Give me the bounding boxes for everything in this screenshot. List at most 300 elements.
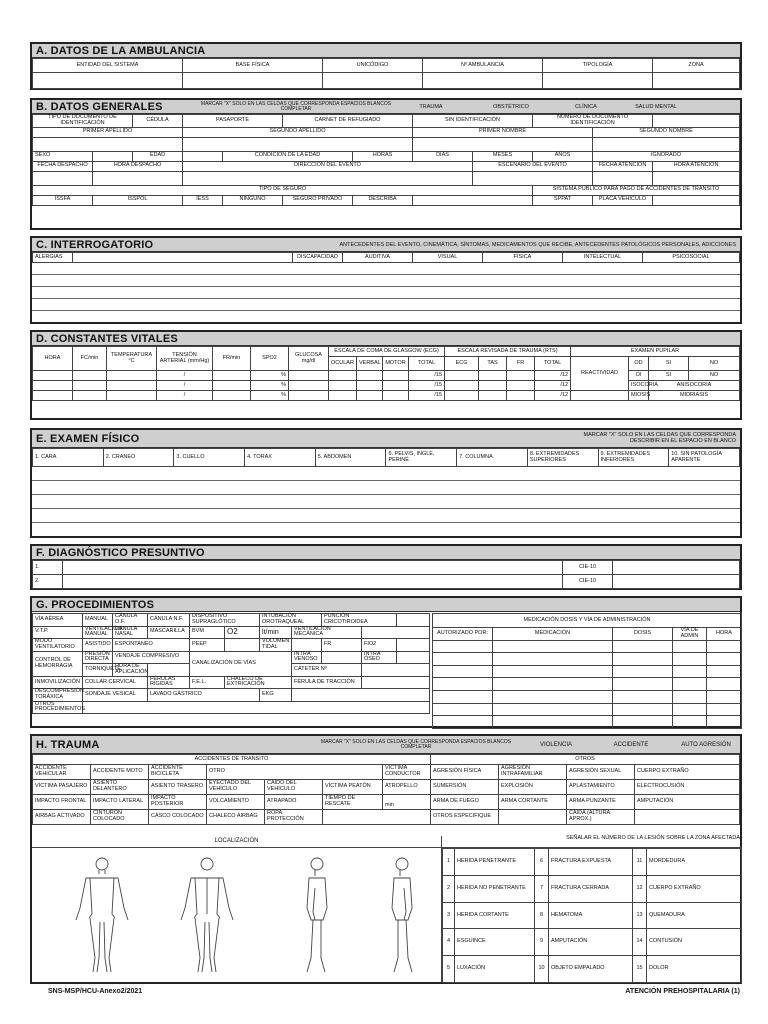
med-cell[interactable] [433, 665, 493, 678]
vitals-table [32, 346, 740, 401]
hora-atencion-label: HORA ATENCIÓN [653, 161, 740, 171]
proc-manual[interactable]: MANUAL [83, 614, 113, 627]
med-cell[interactable] [493, 640, 613, 653]
med-cell[interactable] [433, 703, 493, 716]
t-rescate-min[interactable]: min [383, 795, 431, 810]
vital-cell[interactable] [33, 371, 73, 381]
zona-field[interactable] [653, 73, 740, 89]
proc-cell[interactable] [322, 651, 362, 664]
flag-accidente[interactable]: ACCIDENTE [613, 741, 649, 748]
proc-fr[interactable]: FR [322, 639, 362, 652]
trauma-cell[interactable] [635, 810, 740, 825]
otros-title: OTROS [431, 755, 740, 765]
t-frontal[interactable]: IMPACTO FRONTAL [33, 795, 91, 810]
med-cell[interactable] [433, 716, 493, 729]
age-anos[interactable]: AÑOS [533, 151, 593, 161]
exam-pelvis[interactable]: 6. PELVIS, INGLE, PERINÉ [386, 449, 457, 467]
proc-cell[interactable] [362, 676, 430, 689]
exam-line[interactable] [32, 467, 740, 481]
seguro-ninguno[interactable]: NINGUNO [223, 195, 283, 205]
rts-total[interactable]: /12 [535, 391, 571, 401]
proc-ekg[interactable]: EKG [260, 689, 292, 702]
vital-cell[interactable] [329, 381, 357, 391]
med-cell[interactable] [673, 716, 707, 729]
disc-intelectual[interactable]: INTELECTUAL [563, 253, 643, 263]
spo2-pct[interactable]: % [251, 381, 289, 391]
cie-field[interactable] [613, 575, 740, 589]
t-posterior[interactable]: IMPACTO POSTERIOR [149, 795, 207, 810]
t-casco[interactable]: CASCO COLOCADO [149, 810, 207, 825]
g-verbal: VERBAL [357, 357, 383, 371]
t-conductor[interactable]: VÍCTIMA CONDUCTOR [383, 765, 431, 780]
t-lateral[interactable]: IMPACTO LATERAL [91, 795, 149, 810]
t-moto[interactable]: ACCIDENTE MOTO [91, 765, 149, 780]
section-h-title: H. TRAUMA [36, 738, 100, 751]
vital-cell[interactable] [213, 381, 251, 391]
proc-puncion[interactable]: PUNCIÓN CRICOTIROIDEA [322, 614, 397, 627]
med-cell[interactable] [493, 653, 613, 666]
flag-violencia[interactable]: VIOLENCIA [539, 741, 572, 748]
type-trauma[interactable]: TRAUMA [419, 103, 443, 110]
section-d-title: D. CONSTANTES VITALES [36, 332, 178, 345]
t-sexual[interactable]: AGRESIÓN SEXUAL [567, 765, 635, 780]
exam-abdomen[interactable]: 5. ABDOMEN [315, 449, 386, 467]
t-delantero[interactable]: ASIENTO DELANTERO [91, 780, 149, 795]
vital-cell[interactable] [329, 371, 357, 381]
hora-despacho-field[interactable] [93, 171, 183, 185]
proc-chaleco[interactable]: CHALECO DE EXTRICACIÓN [225, 676, 292, 689]
rts-total[interactable]: /12 [535, 381, 571, 391]
proc-mascarilla[interactable]: MASCARILLA [148, 626, 190, 639]
lesion-panel [442, 836, 742, 982]
med-cell[interactable] [493, 678, 613, 691]
vital-cell[interactable] [213, 371, 251, 381]
base-field[interactable] [183, 73, 323, 89]
t-otros-esp[interactable]: OTROS ESPECIFIQUE [431, 810, 499, 825]
pupil-header: EXAMEN PUPILAR [571, 347, 740, 357]
age-dias[interactable]: DÍAS [413, 151, 473, 161]
med-cell[interactable] [433, 653, 493, 666]
med-cell[interactable] [707, 653, 742, 666]
placa-field[interactable] [653, 195, 740, 205]
section-b-note: MARCAR "X" SOLO EN LAS CELDAS QUE CORRESPONDA ESPACIOS BLANCOS COMPLETAR [200, 100, 392, 112]
exam-line[interactable] [32, 509, 740, 523]
col-tipologia: TIPOLOGÍA [543, 59, 653, 73]
vital-cell[interactable] [33, 391, 73, 401]
direccion-field[interactable] [183, 171, 473, 185]
lesion-label: FRACTURA CERRADA [549, 875, 633, 902]
med-title: MEDICACIÓN DOSIS Y VÍA DE ADMINISTRACIÓN [433, 614, 742, 628]
t-amputacion[interactable]: AMPUTACIÓN [635, 795, 740, 810]
pupil-midriasis[interactable]: MIDRIASIS [649, 391, 740, 401]
body-diagram[interactable] [32, 848, 442, 980]
exam-cuello[interactable]: 3. CUELLO [174, 449, 245, 467]
proc-canula-of[interactable]: CÁNULA O.F. [113, 614, 148, 627]
proc-cell[interactable] [397, 639, 430, 652]
proc-cell[interactable] [292, 639, 322, 652]
proc-traccion[interactable]: FÉRULA DE TRACCIÓN [292, 676, 362, 689]
vital-cell[interactable] [445, 381, 479, 391]
med-cell[interactable] [673, 653, 707, 666]
proc-volumen[interactable]: VOLUMEN TIDAL [260, 639, 292, 652]
proc-iv[interactable]: INTRA VENOSO [292, 651, 322, 664]
lesion-num: 14 [633, 929, 647, 956]
fecha-despacho-field[interactable] [33, 171, 93, 185]
proc-cell[interactable] [397, 614, 430, 627]
proc-fio2[interactable]: FIO2 [362, 639, 397, 652]
seguro-privado[interactable]: SEGURO PRIVADO [283, 195, 353, 205]
trauma-cell[interactable] [323, 810, 431, 825]
vital-cell[interactable] [357, 391, 383, 401]
t-atropello[interactable]: ATROPELLO [383, 780, 431, 795]
lesion-num: 11 [633, 849, 647, 876]
t-bicicleta[interactable]: ACCIDENTE BICICLETA [149, 765, 207, 780]
vital-cell[interactable] [73, 371, 107, 381]
t-pasajero[interactable]: VÍCTIMA PASAJERO [33, 780, 91, 795]
pupil-od-no[interactable]: NO [689, 357, 740, 371]
t-arma-punzante[interactable]: ARMA PUNZANTE [567, 795, 635, 810]
t-arma-cortante[interactable]: ARMA CORTANTE [499, 795, 567, 810]
med-cell[interactable] [433, 690, 493, 703]
t-peaton[interactable]: VÍCTIMA PEATÓN [323, 780, 383, 795]
t-vehicular[interactable]: ACCIDENTE VEHICULAR [33, 765, 91, 780]
tension-slash[interactable]: / [157, 371, 213, 381]
lesion-num: 10 [535, 956, 549, 983]
proc-vendaje[interactable]: VENDAJE COMPRESIVO [113, 651, 190, 664]
proc-sondaje[interactable]: SONDAJE VESICAL [83, 689, 148, 702]
med-cell[interactable] [707, 690, 742, 703]
t-arma-fuego[interactable]: ARMA DE FUEGO [431, 795, 499, 810]
lesion-label: OBJETO EMPALADO [549, 956, 633, 983]
t-agresion-fisica[interactable]: AGRESIÓN FÍSICA [431, 765, 499, 780]
vtp-label: V.T.P. [33, 626, 83, 639]
vital-cell[interactable] [479, 391, 507, 401]
proc-ltmin[interactable]: lt/min [260, 626, 292, 639]
exam-sin-patologia[interactable]: 10. SIN PATOLOGÍA APARENTE [669, 449, 740, 467]
vital-cell[interactable] [357, 381, 383, 391]
t-otro[interactable]: OTRO [207, 765, 383, 780]
section-d-header [32, 332, 740, 346]
vital-cell[interactable] [507, 381, 535, 391]
doc-type-label: TIPO DE DOCUMENTO DE IDENTIFICACIÓN [33, 115, 133, 128]
vital-cell[interactable] [213, 391, 251, 401]
section-g-title: G. PROCEDIMIENTOS [36, 598, 155, 611]
interrogatorio-line[interactable] [32, 263, 740, 275]
vital-cell[interactable] [383, 381, 409, 391]
med-cell[interactable] [673, 640, 707, 653]
t-ropa[interactable]: ROPA PROTECCIÓN [265, 810, 323, 825]
trauma-table [32, 754, 740, 825]
vital-fc: FC/min [73, 347, 107, 371]
glasgow-header: ESCALA DE COMA DE GLASGOW (ECG) [329, 347, 445, 357]
disc-visual[interactable]: VISUAL [413, 253, 483, 263]
type-salud-mental[interactable]: SALUD MENTAL [635, 103, 677, 110]
t-sumersion[interactable]: SUMERSIÓN [431, 780, 499, 795]
interrogatorio-line[interactable] [32, 299, 740, 311]
t-airbag[interactable]: AIRBAG ACTIVADO [33, 810, 91, 825]
tension-slash[interactable]: / [157, 381, 213, 391]
tension-slash[interactable]: / [157, 391, 213, 401]
proc-peep[interactable]: PEEP [190, 639, 225, 652]
escenario-field[interactable] [473, 171, 593, 185]
seguro-describa-field[interactable] [413, 195, 533, 205]
t-caido[interactable]: CAÍDO DEL VEHÍCULO [265, 780, 323, 795]
pupil-anisocoria[interactable]: ANISOCORIA [649, 381, 740, 391]
inmovilizacion-label: INMOVILIZACIÓN [33, 676, 83, 689]
pupil-miosis[interactable]: MIOSIS [629, 391, 649, 401]
med-autorizado: AUTORIZADO POR: [433, 628, 493, 641]
vital-cell[interactable] [507, 371, 535, 381]
med-cell[interactable] [433, 640, 493, 653]
t-intrafamiliar[interactable]: AGRESIÓN INTRAFAMILIAR [499, 765, 567, 780]
hora-despacho-label: HORA DESPACHO [93, 161, 183, 171]
vital-tension: TENSIÓN ARTERIAL (mm/Hg) [157, 347, 213, 371]
proc-collar[interactable]: COLLAR CERVICAL [83, 676, 148, 689]
seguro-isspol[interactable]: ISSPOL [93, 195, 183, 205]
edad-field[interactable] [183, 151, 223, 161]
proc-presion[interactable]: PRESIÓN DIRECTA [83, 651, 113, 664]
tipologia-field[interactable] [543, 73, 653, 89]
exam-line[interactable] [32, 481, 740, 495]
med-cell[interactable] [613, 703, 673, 716]
unicodigo-field[interactable] [323, 73, 423, 89]
exam-ext-inf[interactable]: 9. EXTREMIDADES INFERIORES [598, 449, 669, 467]
vital-cell[interactable] [479, 371, 507, 381]
proc-asistido[interactable]: ASISTIDO [83, 639, 113, 652]
med-cell[interactable] [613, 678, 673, 691]
vital-cell[interactable] [73, 391, 107, 401]
med-cell[interactable] [707, 678, 742, 691]
lesion-num: 1 [443, 849, 455, 876]
med-cell[interactable] [673, 690, 707, 703]
flag-autoagresion[interactable]: AUTO AGRESIÓN [681, 741, 731, 748]
t-trasero[interactable]: ASIENTO TRASERO [149, 780, 207, 795]
pupil-oi-no[interactable]: NO [689, 371, 740, 381]
spp-placa: PLACA VEHÍCULO [593, 195, 653, 205]
r-tas: TAS [479, 357, 507, 371]
sexo-label: SEXO [33, 151, 93, 161]
pupil-oi-si[interactable]: SI [649, 371, 689, 381]
seguro-describa[interactable]: DESCRIBA [353, 195, 413, 205]
t-eyectado[interactable]: EYECTADO DEL VEHÍCULO [207, 780, 265, 795]
med-cell[interactable] [673, 665, 707, 678]
vital-cell[interactable] [107, 381, 157, 391]
segundo-nombre-field[interactable] [593, 137, 740, 151]
modo-vent-label: MODO VENTILATORIO [33, 639, 83, 652]
vital-cell[interactable] [289, 371, 329, 381]
t-atrapado[interactable]: ATRAPADO [265, 795, 323, 810]
med-cell[interactable] [433, 678, 493, 691]
proc-vent-mecanica[interactable]: VENTILACIÓN MECÁNICA [292, 626, 362, 639]
exam-torax[interactable]: 4. TORAX [245, 449, 316, 467]
otros-proc-field[interactable] [83, 701, 430, 714]
med-via: VÍA DE ADMIN [673, 628, 707, 641]
proc-io[interactable]: INTRA ÓSEO [362, 651, 397, 664]
glasgow-total[interactable]: /15 [409, 391, 445, 401]
ambulancia-field[interactable] [423, 73, 543, 89]
fecha-despacho-label: FECHA DESPACHO [33, 161, 93, 171]
proc-torniquete[interactable]: TORNIQUETE [83, 664, 113, 677]
doc-pasaporte[interactable]: PASAPORTE [183, 115, 283, 128]
proc-lavado[interactable]: LAVADO GÁSTRICO [148, 689, 260, 702]
vital-cell[interactable] [357, 371, 383, 381]
med-cell[interactable] [707, 665, 742, 678]
t-cinturon[interactable]: CINTURÓN COLOCADO [91, 810, 149, 825]
proc-espontaneo[interactable]: ESPONTANEO [113, 639, 190, 652]
t-volcamiento[interactable]: VOLCAMIENTO [207, 795, 265, 810]
t-aplastamiento[interactable]: APLASTAMIENTO [567, 780, 635, 795]
proc-canula-nf[interactable]: CÁNULA N.F. [148, 614, 190, 627]
vital-cell[interactable] [289, 391, 329, 401]
sexo-field[interactable] [93, 151, 133, 161]
interrogatorio-line[interactable] [32, 287, 740, 299]
hora-atencion-field[interactable] [653, 171, 740, 185]
vital-cell[interactable] [383, 391, 409, 401]
exam-columna[interactable]: 7. COLUMNA [457, 449, 528, 467]
med-cell[interactable] [493, 690, 613, 703]
t-cuerpo-extrano[interactable]: CUERPO EXTRAÑO [635, 765, 740, 780]
vital-hora: HORA [33, 347, 73, 371]
med-cell[interactable] [673, 703, 707, 716]
proc-cell[interactable] [362, 626, 430, 639]
doc-carnet[interactable]: CARNET DE REFUGIADO [283, 115, 413, 128]
section-b-title: B. DATOS GENERALES [36, 100, 163, 113]
med-cell[interactable] [493, 703, 613, 716]
spo2-pct[interactable]: % [251, 371, 289, 381]
r-fr: FR [507, 357, 535, 371]
exam-line[interactable] [32, 495, 740, 509]
vital-cell[interactable] [445, 371, 479, 381]
fecha-atencion-field[interactable] [593, 171, 653, 185]
proc-cell[interactable] [292, 689, 430, 702]
g-total: TOTAL [409, 357, 445, 371]
proc-cell[interactable] [225, 639, 260, 652]
vital-cell[interactable] [73, 381, 107, 391]
med-cell[interactable] [613, 640, 673, 653]
body-side-figure [307, 858, 327, 972]
medication-panel [432, 613, 742, 729]
spo2-pct[interactable]: % [251, 391, 289, 401]
cie-field[interactable] [613, 561, 740, 575]
rts-total[interactable]: /12 [535, 371, 571, 381]
doc-sin-id[interactable]: SIN IDENTIFICACIÓN [413, 115, 533, 128]
med-cell[interactable] [493, 716, 613, 729]
exam-ext-sup[interactable]: 8. EXTREMIDADES SUPERIORES [527, 449, 598, 467]
trauma-cell[interactable] [499, 810, 567, 825]
age-horas[interactable]: HORAS [353, 151, 413, 161]
exam-craneo[interactable]: 2. CRANEO [103, 449, 174, 467]
section-e [30, 428, 742, 538]
vital-cell[interactable] [445, 391, 479, 401]
alergias-field[interactable] [73, 253, 293, 263]
proc-bvm[interactable]: BVM [190, 626, 225, 639]
med-cell[interactable] [673, 678, 707, 691]
interrogatorio-line[interactable] [32, 275, 740, 287]
diag-num: 1. [33, 561, 63, 575]
vital-cell[interactable] [479, 381, 507, 391]
seguro-iess[interactable]: IESS [183, 195, 223, 205]
medication-table [432, 613, 742, 729]
section-b-header [32, 100, 740, 114]
proc-intubacion[interactable]: INTUBACIÓN OROTRAQUEAL [260, 614, 322, 627]
t-electrocusion[interactable]: ELECTROCUSIÓN [635, 780, 740, 795]
procedures-table [32, 613, 430, 714]
proc-vent-manual[interactable]: VENTILACIÓN MANUAL [83, 626, 113, 639]
med-cell[interactable] [613, 665, 673, 678]
proc-cell[interactable] [397, 651, 430, 664]
t-explosion[interactable]: EXPLOSIÓN [499, 780, 567, 795]
med-cell[interactable] [707, 716, 742, 729]
vital-cell[interactable] [107, 391, 157, 401]
disc-fisica[interactable]: FÍSICA [483, 253, 563, 263]
descompresion-label[interactable]: DESCOMPRESIÓN TORÁXICA [33, 689, 83, 702]
age-meses[interactable]: MESES [473, 151, 533, 161]
vital-cell[interactable] [107, 371, 157, 381]
med-cell[interactable] [613, 690, 673, 703]
col-base: BASE FÍSICA [183, 59, 323, 73]
med-cell[interactable] [707, 640, 742, 653]
proc-cell[interactable] [148, 664, 190, 677]
disc-auditiva[interactable]: AUDITIVA [343, 253, 413, 263]
spp-sppat[interactable]: SPPAT [533, 195, 593, 205]
doc-cedula[interactable]: CÉDULA [133, 115, 183, 128]
section-f-header [32, 546, 740, 560]
seguro-issfa[interactable]: ISSFA [33, 195, 93, 205]
t-caida[interactable]: CAÍDA (ALTURA APROX.) [567, 810, 635, 825]
section-c-header [32, 238, 740, 252]
doc-number-field[interactable] [653, 115, 740, 128]
pupil-od-si[interactable]: SI [649, 357, 689, 371]
footer-code: SNS-MSP/HCU-Anexo2/2021 [48, 988, 143, 995]
disc-psicosocial[interactable]: PSICOSOCIAL [643, 253, 740, 263]
med-cell[interactable] [613, 653, 673, 666]
med-cell[interactable] [493, 665, 613, 678]
section-e-header [32, 430, 740, 448]
pupil-isocoria[interactable]: ISOCORIA [629, 381, 649, 391]
primer-nombre-field[interactable] [413, 137, 593, 151]
diag-field[interactable] [63, 575, 563, 589]
entidad-field[interactable] [33, 73, 183, 89]
primer-apellido-field[interactable] [33, 137, 183, 151]
spp-label: SISTEMA PÚBLICO PARA PAGO DE ACCIDENTES DE TRÁNSITO [533, 185, 740, 195]
exam-cara[interactable]: 1. CARA [33, 449, 104, 467]
proc-supraglotico[interactable]: DISPOSITIVO SUPRAGLÓTICO [190, 614, 260, 627]
vital-cell[interactable] [289, 381, 329, 391]
glasgow-total[interactable]: /15 [409, 371, 445, 381]
glasgow-total[interactable]: /15 [409, 381, 445, 391]
proc-fel[interactable]: F.E.L. [190, 676, 225, 689]
diag-field[interactable] [63, 561, 563, 575]
t-chaleco[interactable]: CHALECO AIRBAG [207, 810, 265, 825]
med-cell[interactable] [707, 703, 742, 716]
type-obstetrico[interactable]: OBSTÉTRICO [493, 103, 529, 110]
type-clinica[interactable]: CLÍNICA [575, 103, 597, 110]
proc-canula-nasal[interactable]: CÁNULA NASAL [113, 626, 148, 639]
med-cell[interactable] [613, 716, 673, 729]
vital-cell[interactable] [383, 371, 409, 381]
section-a [30, 42, 742, 90]
vital-cell[interactable] [33, 381, 73, 391]
segundo-apellido-field[interactable] [183, 137, 413, 151]
lesion-num: 12 [633, 875, 647, 902]
age-ignorado[interactable]: IGNORADO [593, 151, 740, 161]
vital-cell[interactable] [571, 391, 629, 401]
proc-ferulas[interactable]: FÉRULAS RÍGIDAS [148, 676, 190, 689]
ambulance-table [32, 58, 740, 89]
proc-cell[interactable] [362, 664, 430, 677]
vital-cell[interactable] [329, 391, 357, 401]
vital-cell[interactable] [507, 391, 535, 401]
